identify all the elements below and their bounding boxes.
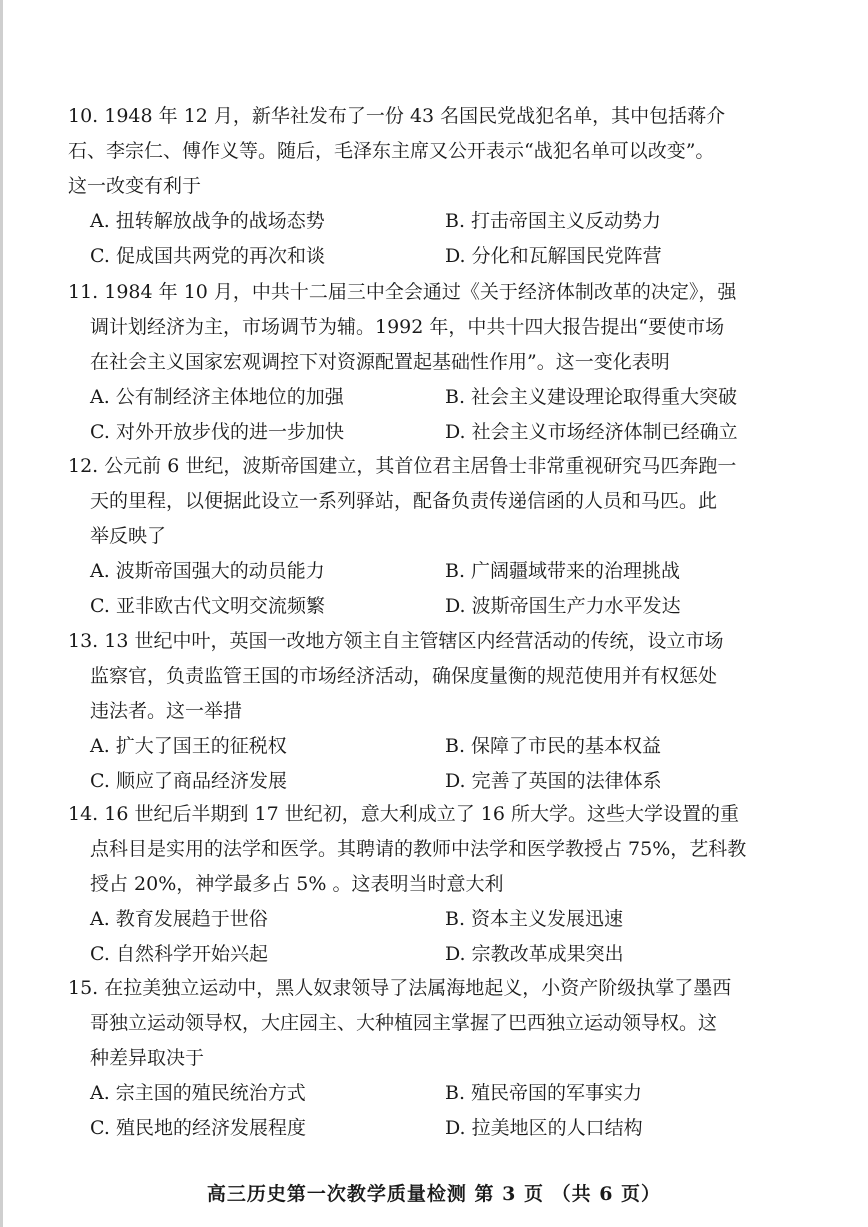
question-stem-line: 在社会主义国家宏观调控下对资源配置起基础性作用”。这一变化表明 bbox=[90, 351, 670, 373]
option-grid bbox=[90, 380, 778, 450]
question-stem-line: 调计划经济为主，市场调节为辅。1992 年，中共十四大报告提出“要使市场 bbox=[90, 316, 725, 338]
option-c: C. 促成国共两党的再次和谈 bbox=[90, 245, 325, 267]
option-c: C. 对外开放步伐的进一步加快 bbox=[90, 421, 344, 443]
question-11 bbox=[68, 275, 778, 450]
question-13 bbox=[68, 624, 778, 799]
option-d: D. 完善了英国的法律体系 bbox=[445, 770, 662, 792]
option-c: C. 殖民地的经济发展程度 bbox=[90, 1117, 306, 1139]
question-stem-line: 监察官，负责监管王国的市场经济活动，确保度量衡的规范使用并有权惩处 bbox=[90, 665, 718, 687]
question-stem-line: 违法者。这一举措 bbox=[90, 700, 243, 722]
option-d: D. 分化和瓦解国民党阵营 bbox=[445, 245, 662, 267]
option-c: C. 亚非欧古代文明交流频繁 bbox=[90, 595, 325, 617]
question-stem-line: 石、李宗仁、傅作义等。随后，毛泽东主席又公开表示“战犯名单可以改变”。 bbox=[68, 140, 715, 162]
option-d: D. 社会主义市场经济体制已经确立 bbox=[445, 421, 738, 443]
option-a: A. 扩大了国王的征税权 bbox=[90, 735, 287, 757]
question-12 bbox=[68, 449, 778, 624]
option-b: B. 资本主义发展迅速 bbox=[445, 908, 624, 930]
option-d: D. 波斯帝国生产力水平发达 bbox=[445, 595, 681, 617]
option-b: B. 殖民帝国的军事实力 bbox=[445, 1082, 643, 1104]
question-stem-line: 举反映了 bbox=[90, 525, 167, 547]
option-d: D. 拉美地区的人口结构 bbox=[445, 1117, 643, 1139]
question-14 bbox=[68, 797, 778, 972]
option-c: C. 自然科学开始兴起 bbox=[90, 943, 268, 965]
question-10 bbox=[68, 99, 778, 274]
option-a: A. 教育发展趋于世俗 bbox=[90, 908, 268, 930]
question-stem-line: 15. 在拉美独立运动中，黑人奴隶领导了法属海地起义，小资产阶级执掌了墨西 bbox=[68, 977, 732, 999]
option-a: A. 公有制经济主体地位的加强 bbox=[90, 386, 344, 408]
option-a: A. 扭转解放战争的战场态势 bbox=[90, 210, 325, 232]
option-b: B. 保障了市民的基本权益 bbox=[445, 735, 662, 757]
option-grid bbox=[90, 204, 778, 274]
question-stem-line: 11. 1984 年 10 月，中共十二届三中全会通过《关于经济体制改革的决定》，强 bbox=[68, 281, 737, 303]
option-b: B. 社会主义建设理论取得重大突破 bbox=[445, 386, 738, 408]
option-b: B. 广阔疆域带来的治理挑战 bbox=[445, 560, 681, 582]
option-grid bbox=[90, 902, 778, 972]
question-stem-line: 哥独立运动领导权，大庄园主、大种植园主掌握了巴西独立运动领导权。这 bbox=[90, 1012, 718, 1034]
option-grid bbox=[90, 554, 778, 624]
question-15 bbox=[68, 971, 778, 1146]
question-stem-line: 点科目是实用的法学和医学。其聘请的教师中法学和医学教授占 75%，艺科教 bbox=[90, 838, 747, 860]
option-a: A. 波斯帝国强大的动员能力 bbox=[90, 560, 325, 582]
option-c: C. 顺应了商品经济发展 bbox=[90, 770, 287, 792]
option-d: D. 宗教改革成果突出 bbox=[445, 943, 624, 965]
scan-edge bbox=[0, 0, 3, 1227]
question-stem-line: 12. 公元前 6 世纪，波斯帝国建立，其首位君主居鲁士非常重视研究马匹奔跑一 bbox=[68, 455, 737, 477]
question-stem-line: 13. 13 世纪中叶，英国一改地方领主自主管辖区内经营活动的传统，设立市场 bbox=[68, 630, 724, 652]
question-stem-line: 10. 1948 年 12 月，新华社发布了一份 43 名国民党战犯名单，其中包括蒋介 bbox=[68, 105, 726, 127]
question-stem-line: 这一改变有利于 bbox=[68, 175, 202, 197]
question-stem-line: 14. 16 世纪后半期到 17 世纪初，意大利成立了 16 所大学。这些大学设置的重 bbox=[68, 803, 739, 825]
option-grid bbox=[90, 1076, 778, 1146]
question-stem-line: 种差异取决于 bbox=[90, 1047, 205, 1069]
page-footer: 高三历史第一次教学质量检测 第 3 页 （共 6 页） bbox=[206, 1183, 662, 1205]
question-stem-line: 授占 20%，神学最多占 5% 。这表明当时意大利 bbox=[90, 873, 504, 895]
question-stem-line: 天的里程，以便据此设立一系列驿站，配备负责传递信函的人员和马匹。此 bbox=[90, 490, 718, 512]
option-grid bbox=[90, 729, 778, 799]
option-b: B. 打击帝国主义反动势力 bbox=[445, 210, 662, 232]
option-a: A. 宗主国的殖民统治方式 bbox=[90, 1082, 306, 1104]
